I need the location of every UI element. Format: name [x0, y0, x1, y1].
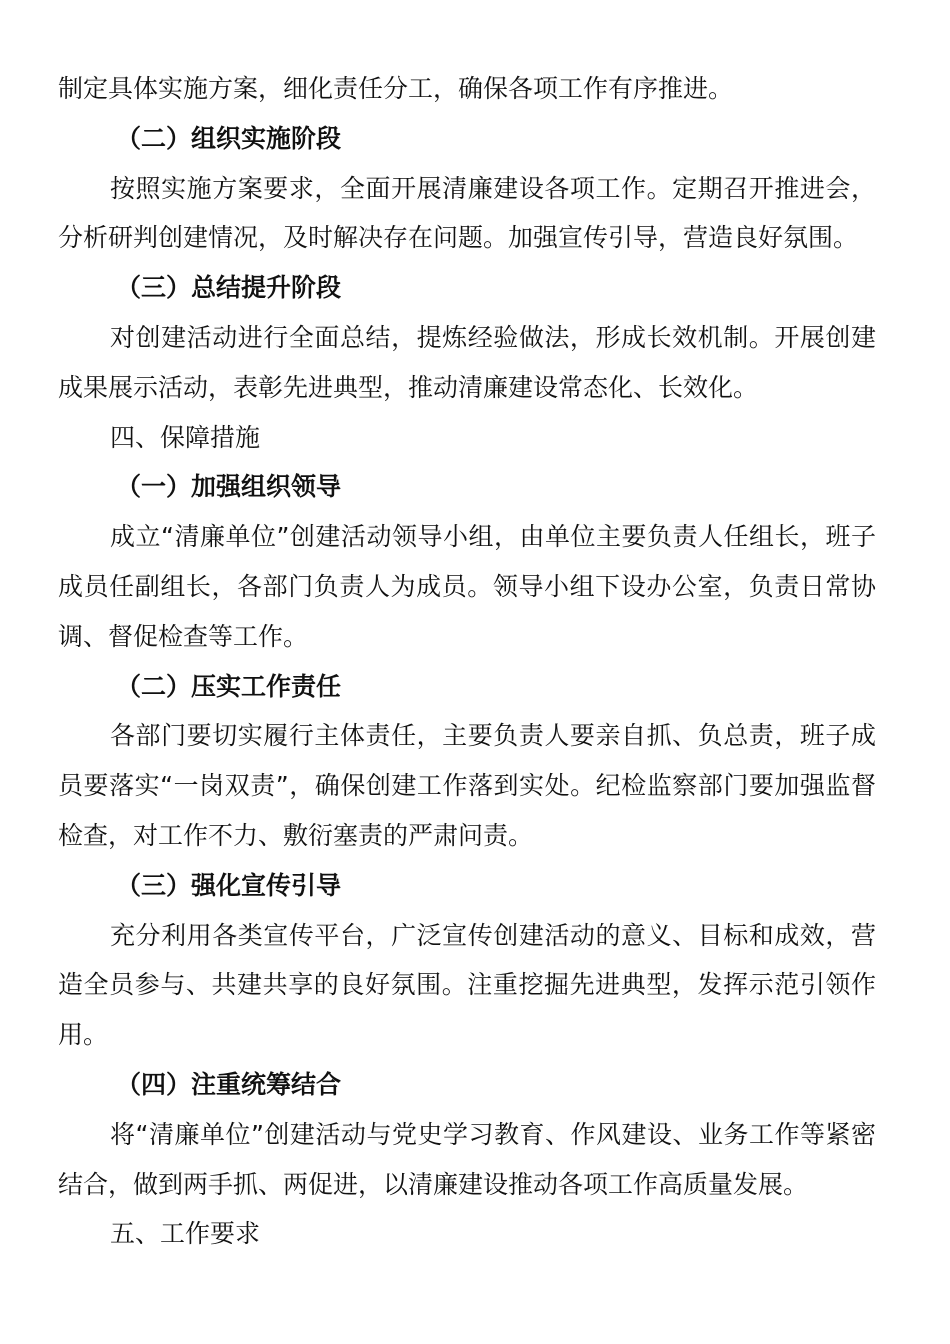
subheading-implementation-stage: （二）组织实施阶段: [116, 123, 342, 153]
subheading-organization: （一）加强组织领导: [116, 472, 342, 502]
subheading-summary-stage: （三）总结提升阶段: [116, 273, 342, 303]
paragraph-implementation: 按照实施方案要求，全面开展清廉建设各项工作。定期召开推进会，分析研判创建情况，及时解决存在问题。加强宣传引导，营造良好氛围。: [58, 173, 876, 253]
paragraph-publicity: 充分利用各类宣传平台，广泛宣传创建活动的意义、目标和成效，营造全员参与、共建共享的良好氛围。注重挖掘先进典型，发挥示范引领作用。: [58, 920, 876, 1050]
subheading-publicity: （三）强化宣传引导: [116, 870, 342, 900]
paragraph-responsibility: 各部门要切实履行主体责任，主要负责人要亲自抓、负总责，班子成员要落实“一岗双责”，确保创建工作落到实处。纪检监察部门要加强监督检查，对工作不力、敷衍塞责的严肃问责。: [58, 721, 876, 850]
section-heading-safeguards: 四、保障措施: [110, 422, 261, 452]
paragraph-continued: 制定具体实施方案，细化责任分工，确保各项工作有序推进。: [58, 74, 734, 103]
subheading-coordination: （四）注重统筹结合: [116, 1069, 342, 1099]
section-heading-requirements: 五、工作要求: [110, 1219, 261, 1249]
paragraph-coordination: 将“清廉单位”创建活动与党史学习教育、作风建设、业务工作等紧密结合，做到两手抓、两促进，以清廉建设推动各项工作高质量发展。: [58, 1119, 876, 1199]
paragraph-summary: 对创建活动进行全面总结，提炼经验做法，形成长效机制。开展创建成果展示活动，表彰先进典型，推动清廉建设常态化、长效化。: [58, 322, 876, 402]
subheading-responsibility: （二）压实工作责任: [116, 671, 342, 701]
document-page: [58, 64, 876, 1259]
paragraph-organization: 成立“清廉单位”创建活动领导小组，由单位主要负责人任组长，班子成员任副组长，各部门负责人为成员。领导小组下设办公室，负责日常协调、督促检查等工作。: [58, 522, 876, 651]
